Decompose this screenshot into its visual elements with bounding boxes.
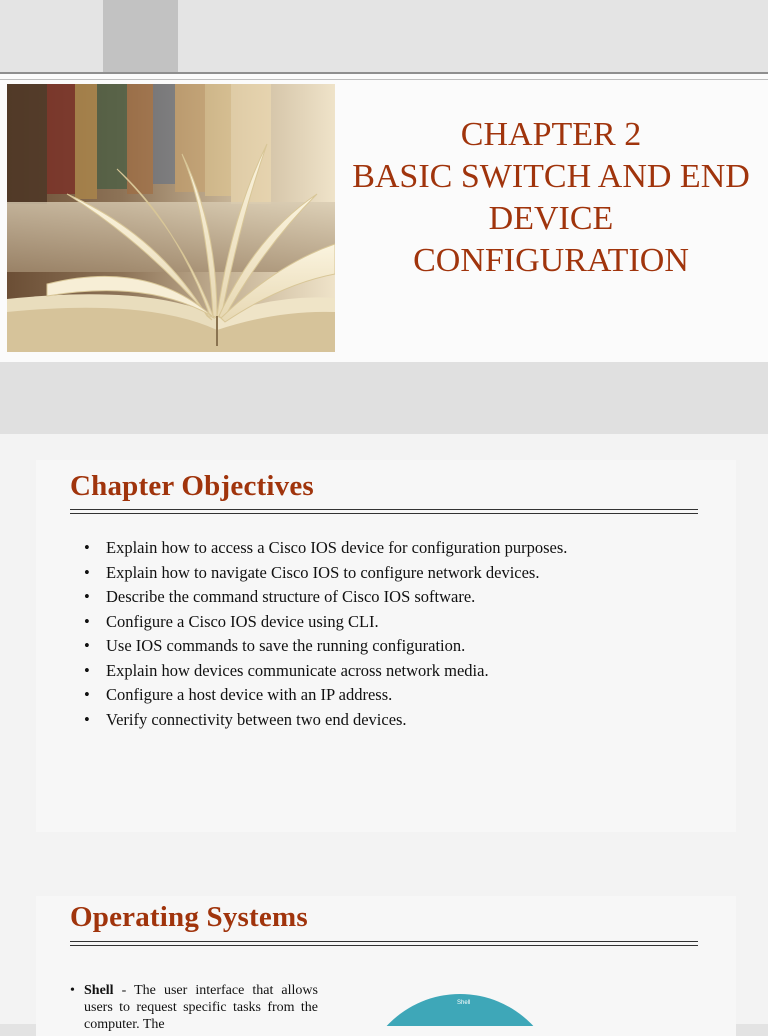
objectives-list [84, 536, 567, 732]
operating-systems-title: Operating Systems [70, 901, 308, 933]
list-item: • Explain how to access a Cisco IOS device for configuration purposes. [84, 536, 567, 561]
slide-border [0, 79, 768, 80]
title-divider [70, 509, 698, 514]
list-item: • Explain how devices communicate across network media. [84, 659, 567, 684]
content-page [0, 434, 768, 1032]
list-item: • Use IOS commands to save the running configuration. [84, 634, 567, 659]
list-item: • Configure a Cisco IOS device using CLI. [84, 610, 567, 635]
chapter-title-line: DEVICE [488, 200, 614, 237]
list-item: • Configure a host device with an IP address. [84, 683, 567, 708]
page-tab [103, 0, 178, 80]
os-layers-diagram [360, 986, 560, 1026]
shell-circle [360, 994, 560, 1026]
chapter-title [336, 114, 766, 282]
chapter-title-line: CHAPTER 2 [460, 116, 642, 153]
shell-label: Shell [457, 1000, 471, 1006]
title-divider [70, 941, 698, 946]
list-item: • Explain how to navigate Cisco IOS to configure network devices. [84, 561, 567, 586]
shell-term: Shell [84, 983, 114, 998]
objectives-title: Chapter Objectives [70, 470, 314, 502]
bullet: • [70, 983, 75, 998]
list-item: • Verify connectivity between two end devices. [84, 708, 567, 733]
chapter-title-line: CONFIGURATION [413, 242, 689, 279]
shell-description [70, 982, 318, 1033]
shell-definition: - The user interface that allows users to request specific tasks from the computer. The [84, 983, 318, 1032]
open-book-image [7, 84, 335, 352]
title-slide [0, 72, 768, 364]
list-item: • Describe the command structure of Cisco IOS software. [84, 585, 567, 610]
chapter-title-line: BASIC SWITCH AND END [352, 158, 750, 195]
page-gap [0, 362, 768, 434]
